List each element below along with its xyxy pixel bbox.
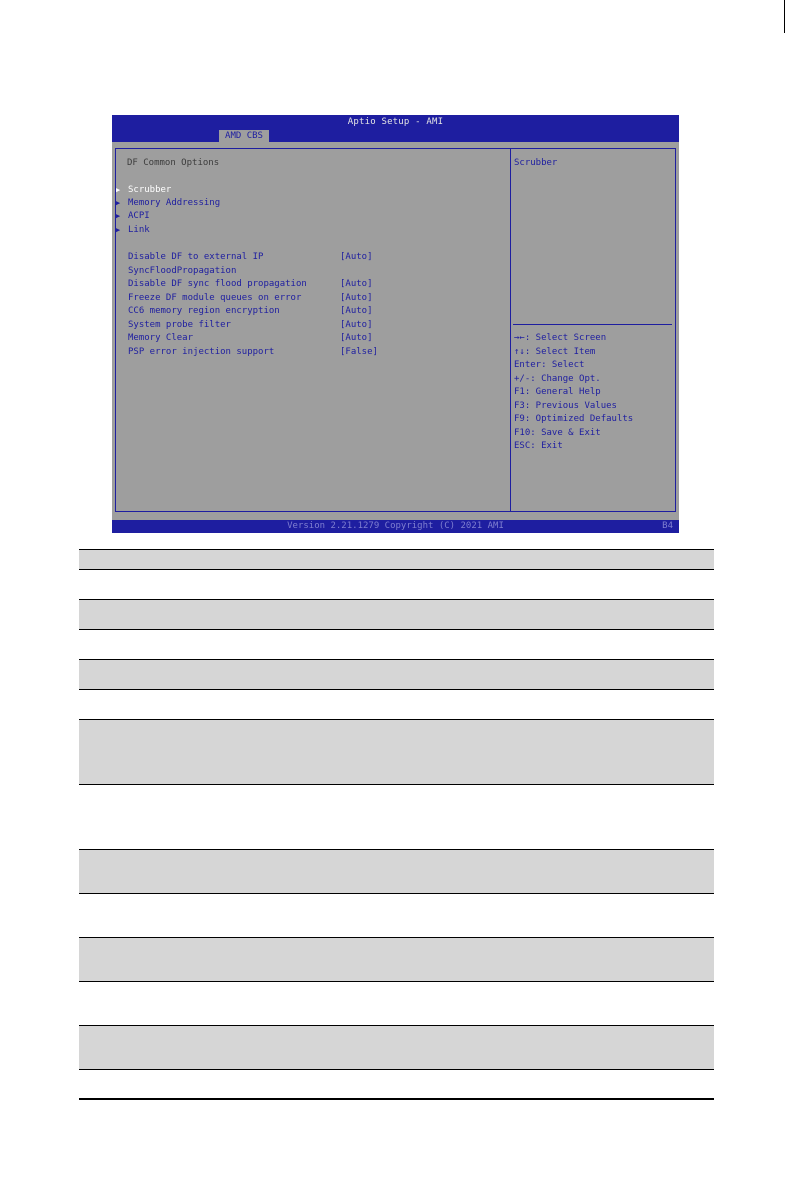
- key-hint-change-opt: +/-: Change Opt.: [514, 374, 601, 384]
- setting-label: PSP error injection support: [128, 347, 275, 357]
- table-row: [79, 1026, 714, 1070]
- submenu-arrow-icon: ▶: [116, 186, 121, 194]
- submenu-arrow-icon: ▶: [116, 199, 121, 207]
- submenu-arrow-icon: ▶: [116, 226, 121, 234]
- setting-value[interactable]: [Auto]: [340, 333, 373, 343]
- setting-value[interactable]: [Auto]: [340, 293, 373, 303]
- setting-label: Disable DF sync flood propagation: [128, 279, 307, 289]
- setting-label: CC6 memory region encryption: [128, 306, 280, 316]
- bios-footer: [112, 520, 679, 533]
- table-row: [79, 1070, 714, 1098]
- setting-group-label: SyncFloodPropagation: [128, 266, 237, 276]
- setting-value[interactable]: [Auto]: [340, 306, 373, 316]
- submenu-label: Memory Addressing: [128, 198, 221, 208]
- key-hint-general-help: F1: General Help: [514, 387, 601, 397]
- key-hint-previous-values: F3: Previous Values: [514, 401, 617, 411]
- table-row: [79, 850, 714, 894]
- setting-label: System probe filter: [128, 320, 231, 330]
- section-title: DF Common Options: [127, 158, 220, 168]
- submenu-label: ACPI: [128, 211, 150, 221]
- table-row: [79, 600, 714, 630]
- bios-title: Aptio Setup - AMI: [347, 117, 444, 127]
- bios-header: [112, 115, 679, 142]
- setting-value[interactable]: [Auto]: [340, 279, 373, 289]
- setting-value[interactable]: [Auto]: [340, 252, 373, 262]
- tab-amd-cbs[interactable]: AMD CBS: [219, 130, 269, 142]
- footer-version: Version 2.21.1279 Copyright (C) 2021 AMI: [287, 521, 504, 531]
- key-hint-exit: ESC: Exit: [514, 441, 563, 451]
- key-hint-save-exit: F10: Save & Exit: [514, 428, 601, 438]
- key-hint-optimized-defaults: F9: Optimized Defaults: [514, 414, 634, 424]
- setting-value[interactable]: [False]: [340, 347, 378, 357]
- submenu-label: Link: [128, 225, 150, 235]
- table-row: [79, 982, 714, 1026]
- key-hint-select-item: ↑↓: Select Item: [514, 347, 596, 357]
- setting-label: Disable DF to external IP: [128, 252, 264, 262]
- setting-label: Freeze DF module queues on error: [128, 293, 302, 303]
- table-row: [79, 938, 714, 982]
- setting-label: Memory Clear: [128, 333, 194, 343]
- table-row: [79, 570, 714, 600]
- setting-value[interactable]: [Auto]: [340, 320, 373, 330]
- bios-setup-screen: [112, 115, 679, 533]
- table-row: [79, 630, 714, 660]
- table-row: [79, 894, 714, 938]
- key-hint-select-screen: →←: Select Screen: [514, 333, 607, 343]
- key-hint-enter: Enter: Select: [514, 360, 585, 370]
- table-row: [79, 785, 714, 850]
- page-edge-rule: [784, 0, 785, 33]
- table-row: [79, 690, 714, 720]
- submenu-arrow-icon: ▶: [116, 212, 121, 220]
- table-bottom-rule: [79, 1098, 714, 1100]
- table-row: [79, 660, 714, 690]
- help-divider: [513, 324, 672, 325]
- submenu-label: Scrubber: [128, 185, 172, 195]
- help-title: Scrubber: [514, 158, 558, 168]
- table-row: [79, 550, 714, 570]
- panel-divider: [510, 148, 511, 512]
- table-row: [79, 720, 714, 785]
- footer-code: B4: [662, 521, 673, 531]
